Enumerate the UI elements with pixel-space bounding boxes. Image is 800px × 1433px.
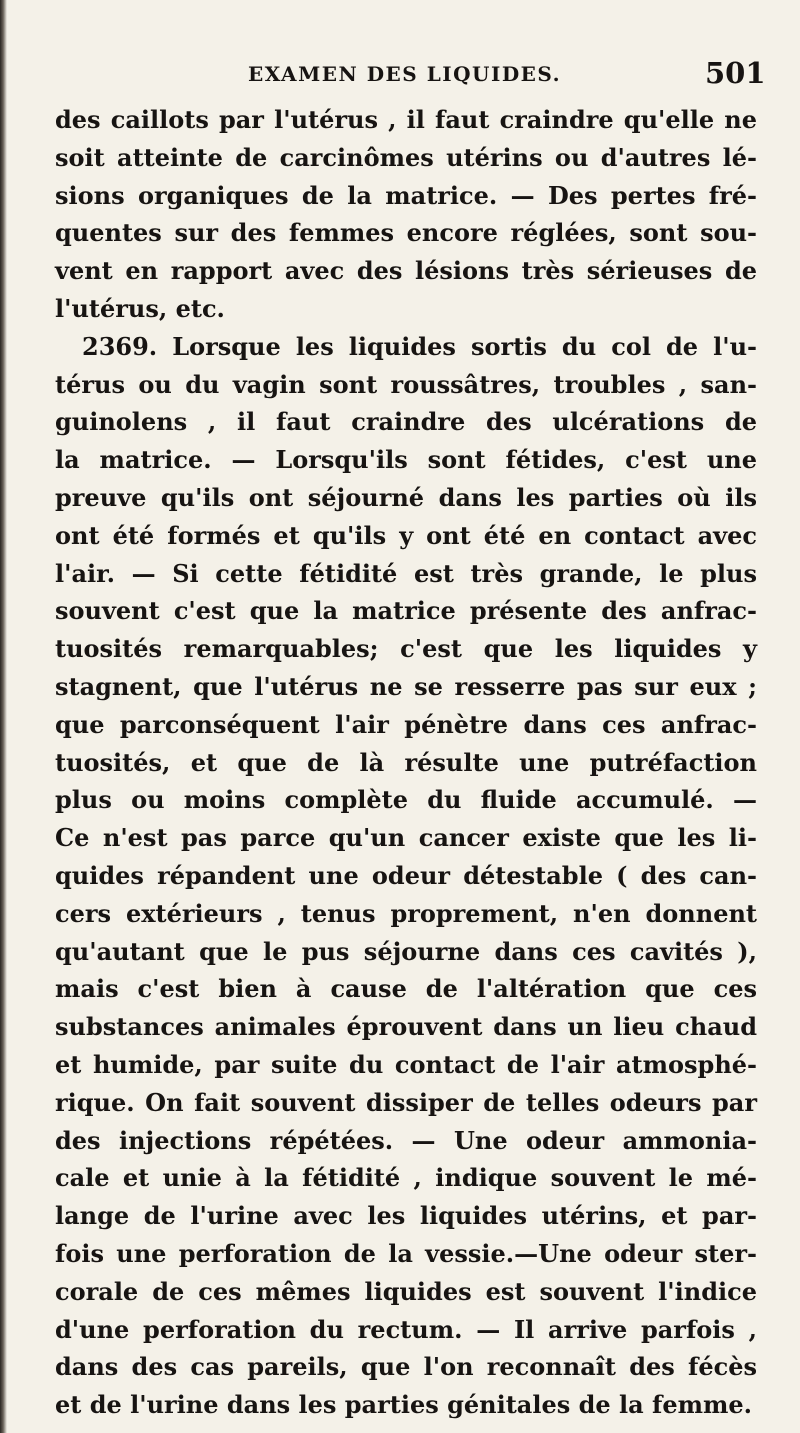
text-line: rique. On fait souvent dissiper de telles odeurs par (55, 1087, 757, 1117)
body-text (55, 101, 757, 1424)
text-line: souvent c'est que la matrice présente des anfrac- (55, 596, 757, 626)
text-line: d'une perforation du rectum. — Il arrive parfois , (55, 1314, 757, 1344)
page-header (0, 56, 800, 96)
text-line: quides répandent une odeur détestable ( des can- (55, 860, 757, 890)
text-line: mais c'est bien à cause de l'altération que ces (55, 974, 757, 1004)
text-line: substances animales éprouvent dans un lieu chaud (55, 1012, 757, 1042)
text-line: et de l'urine dans les parties génitales de la femme. (55, 1390, 753, 1420)
text-line: soit atteinte de carcinômes utérins ou d'autres lé- (55, 142, 757, 172)
text-line: preuve qu'ils ont séjourné dans les parties où ils (55, 482, 757, 512)
text-line: Ce n'est pas parce qu'un cancer existe que les li- (55, 823, 757, 853)
text-line: sions organiques de la matrice. — Des pertes fré- (55, 180, 757, 210)
page-number: 501 (705, 56, 766, 90)
text-line: stagnent, que l'utérus ne se resserre pas sur eux ; (55, 671, 757, 701)
text-line: qu'autant que le pus séjourne dans ces cavités ), (55, 936, 757, 966)
text-line: plus ou moins complète du fluide accumulé. — (55, 785, 757, 815)
paragraph-2369-first-line: 2369. Lorsque les liquides sortis du col de l'u- (82, 331, 757, 361)
text-line: la matrice. — Lorsqu'ils sont fétides, c'est une (55, 445, 757, 475)
text-line: tuosités remarquables; c'est que les liquides y (55, 634, 757, 664)
text-line: l'utérus, etc. (55, 293, 225, 323)
text-line: l'air. — Si cette fétidité est très grande, le plus (55, 558, 757, 588)
text-line: des injections répétées. — Une odeur ammonia- (55, 1125, 757, 1155)
text-line: que parconséquent l'air pénètre dans ces anfrac- (55, 709, 757, 739)
text-line: lange de l'urine avec les liquides utérins, et par- (55, 1201, 757, 1231)
text-line: cers extérieurs , tenus proprement, n'en donnent (55, 898, 757, 928)
text-line: térus ou du vagin sont roussâtres, troubles , san- (55, 369, 757, 399)
text-line: cale et unie à la fétidité , indique souvent le mé- (55, 1163, 757, 1193)
text-line: ont été formés et qu'ils y ont été en contact avec (55, 520, 757, 550)
text-line: vent en rapport avec des lésions très sérieuses de (55, 256, 757, 286)
text-line: corale de ces mêmes liquides est souvent l'indice (55, 1276, 757, 1306)
text-line: guinolens , il faut craindre des ulcérations de (55, 407, 757, 437)
running-title: EXAMEN DES LIQUIDES. (248, 62, 562, 86)
binding-shadow (0, 0, 7, 1433)
text-line: dans des cas pareils, que l'on reconnaît des fécès (55, 1352, 757, 1382)
text-line: tuosités, et que de là résulte une putréfaction (55, 747, 757, 777)
text-line: fois une perforation de la vessie.—Une odeur ster- (55, 1238, 757, 1268)
text-line: des caillots par l'utérus , il faut craindre qu'elle ne (55, 105, 757, 134)
text-line: et humide, par suite du contact de l'air atmosphé- (55, 1049, 757, 1079)
text-line: quentes sur des femmes encore réglées, sont sou- (55, 218, 757, 248)
